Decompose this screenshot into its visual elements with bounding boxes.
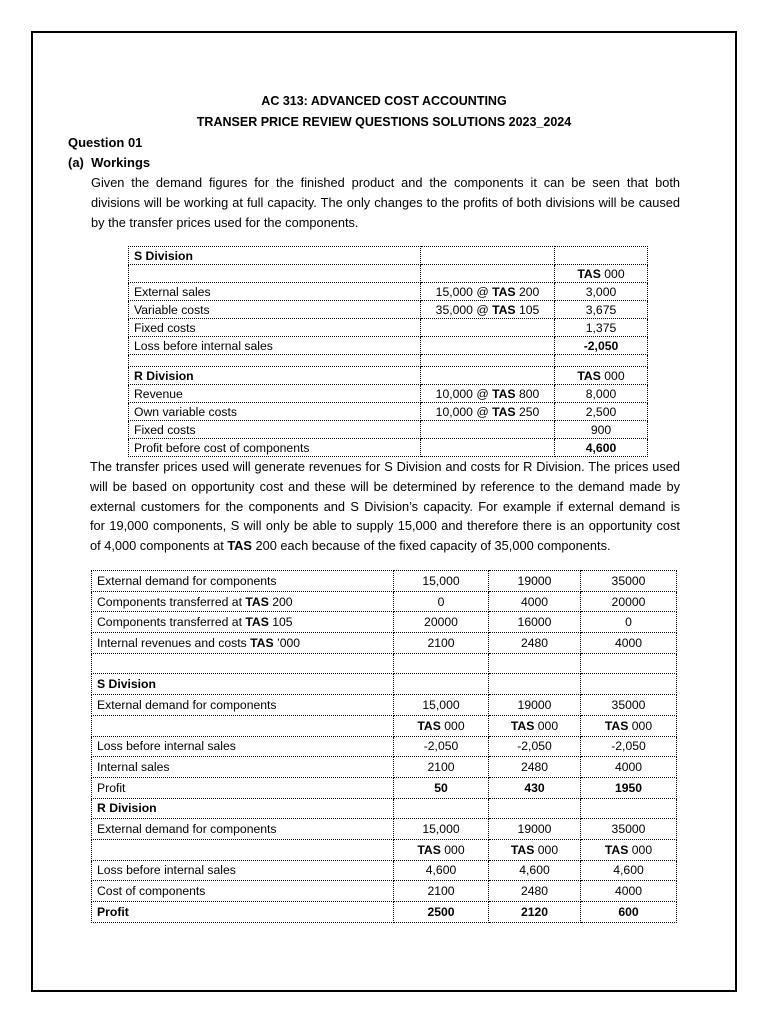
unit-header: TAS 000 — [394, 839, 489, 860]
row-label: Fixed costs — [129, 421, 421, 439]
section-heading: S Division — [92, 674, 394, 695]
paragraph-line: external customers for the components and S Division’s capacity. For example if external demand is — [90, 498, 680, 514]
row-label: Components transferred at TAS 200 — [92, 591, 394, 612]
row-label: Profit — [92, 777, 394, 798]
row-label: Loss before internal sales — [129, 337, 421, 355]
row-label: External demand for components — [92, 695, 394, 716]
unit-header: TAS 000 — [581, 715, 677, 736]
spacer-row — [92, 653, 677, 674]
row-value: 2500 — [394, 902, 489, 923]
row-value: 2100 — [394, 633, 489, 654]
row-label: Cost of components — [92, 881, 394, 902]
table-row — [129, 337, 648, 355]
row-value: 20000 — [581, 591, 677, 612]
row-value: 15,000 — [394, 571, 489, 592]
row-value: 0 — [581, 612, 677, 633]
table-row — [92, 633, 677, 654]
row-value: 2480 — [489, 633, 581, 654]
unit-header: TAS 000 — [489, 715, 581, 736]
row-label: Loss before internal sales — [92, 860, 394, 881]
row-value: 15,000 — [394, 819, 489, 840]
paragraph-line: The transfer prices used will generate revenues for S Division and costs for R Division. The prices used — [90, 459, 680, 474]
part-title: Workings — [91, 155, 151, 170]
row-label: Own variable costs — [129, 403, 421, 421]
row-value: 8,000 — [555, 385, 648, 403]
table-row — [129, 385, 648, 403]
row-value: 600 — [581, 902, 677, 923]
table-row — [92, 695, 677, 716]
row-label: Fixed costs — [129, 319, 421, 337]
row-value: 4,600 — [581, 860, 677, 881]
row-label: External sales — [129, 283, 421, 301]
row-value: -2,050 — [555, 337, 648, 355]
paragraph-line: will be based on opportunity cost and these will be determined by reference to the demand made by — [90, 478, 680, 494]
row-value: 4000 — [581, 881, 677, 902]
row-value: 4000 — [581, 633, 677, 654]
unit-header: TAS 000 — [489, 839, 581, 860]
division-profit-table — [128, 246, 648, 457]
table-row — [92, 839, 677, 860]
row-value: 16000 — [489, 612, 581, 633]
row-value: 19000 — [489, 695, 581, 716]
row-label: Components transferred at TAS 105 — [92, 612, 394, 633]
table-row — [129, 247, 648, 265]
row-value: 2120 — [489, 902, 581, 923]
row-value: 430 — [489, 777, 581, 798]
part-heading — [68, 155, 150, 170]
section-heading: R Division — [129, 367, 421, 385]
table-row — [129, 439, 648, 457]
unit-header: TAS 000 — [555, 367, 648, 385]
row-value: 4,600 — [555, 439, 648, 457]
row-label: Profit — [92, 902, 394, 923]
row-value: 3,675 — [555, 301, 648, 319]
explanation-paragraph — [90, 457, 680, 556]
paragraph-line: of 4,000 components at TAS 200 each because of the fixed capacity of 35,000 components. — [90, 538, 611, 554]
row-value: 4,600 — [394, 860, 489, 881]
part-label: (a) — [68, 155, 84, 170]
table-row — [92, 591, 677, 612]
table-row — [92, 777, 677, 798]
row-value: 2100 — [394, 757, 489, 778]
transfer-comparison-table — [91, 570, 677, 923]
table-row — [92, 736, 677, 757]
row-value: 35000 — [581, 571, 677, 592]
row-value: 2100 — [394, 881, 489, 902]
row-value: 900 — [555, 421, 648, 439]
intro-paragraph — [91, 173, 680, 232]
paragraph-line: for 19,000 components, S will only be able to supply 15,000 and therefore there is an opportunity cost — [90, 518, 680, 534]
row-label: Profit before cost of components — [129, 439, 421, 457]
course-title: AC 313: ADVANCED COST ACCOUNTING — [261, 94, 507, 108]
row-basis: 10,000 @ TAS 800 — [421, 385, 555, 403]
row-basis: 15,000 @ TAS 200 — [421, 283, 555, 301]
table-row — [92, 860, 677, 881]
row-value: -2,050 — [394, 736, 489, 757]
row-value: 50 — [394, 777, 489, 798]
table-row — [129, 265, 648, 283]
row-label: Internal revenues and costs TAS ’000 — [92, 633, 394, 654]
table-row — [92, 674, 677, 695]
document-subtitle: TRANSER PRICE REVIEW QUESTIONS SOLUTIONS 2023_2024 — [196, 115, 572, 129]
table-row — [92, 798, 677, 819]
row-basis: 35,000 @ TAS 105 — [421, 301, 555, 319]
row-label: Revenue — [129, 385, 421, 403]
paragraph-line: by the transfer prices used for the components. — [91, 214, 359, 230]
row-label: External demand for components — [92, 571, 394, 592]
question-heading: Question 01 — [68, 135, 143, 150]
table-row — [92, 881, 677, 902]
row-value: 15,000 — [394, 695, 489, 716]
table-row — [129, 403, 648, 421]
row-value: 2480 — [489, 757, 581, 778]
row-value: 2,500 — [555, 403, 648, 421]
row-label: Internal sales — [92, 757, 394, 778]
row-value: 0 — [394, 591, 489, 612]
row-value: -2,050 — [581, 736, 677, 757]
row-value: 4,600 — [489, 860, 581, 881]
row-value: -2,050 — [489, 736, 581, 757]
row-value: 20000 — [394, 612, 489, 633]
table-row — [92, 902, 677, 923]
spacer-row — [129, 355, 648, 367]
unit-header: TAS 000 — [581, 839, 677, 860]
table-row — [129, 283, 648, 301]
row-label: Loss before internal sales — [92, 736, 394, 757]
row-value: 19000 — [489, 819, 581, 840]
row-value: 4000 — [581, 757, 677, 778]
row-value: 35000 — [581, 819, 677, 840]
table-row — [92, 757, 677, 778]
row-value: 19000 — [489, 571, 581, 592]
row-value: 4000 — [489, 591, 581, 612]
table-row — [92, 715, 677, 736]
row-value: 2480 — [489, 881, 581, 902]
row-label: Variable costs — [129, 301, 421, 319]
table-row — [129, 301, 648, 319]
table-row — [129, 421, 648, 439]
paragraph-line: divisions will be working at full capacity. The only changes to the profits of both divisions will be caused — [91, 194, 680, 210]
table-row — [92, 819, 677, 840]
row-value: 3,000 — [555, 283, 648, 301]
section-heading: S Division — [129, 247, 421, 265]
table-row — [92, 612, 677, 633]
section-heading: R Division — [92, 798, 394, 819]
unit-header: TAS 000 — [394, 715, 489, 736]
table-row — [129, 319, 648, 337]
row-value: 1950 — [581, 777, 677, 798]
row-value: 1,375 — [555, 319, 648, 337]
row-label: External demand for components — [92, 819, 394, 840]
paragraph-line: Given the demand figures for the finished product and the components it can be seen that both — [91, 175, 680, 190]
row-basis: 10,000 @ TAS 250 — [421, 403, 555, 421]
unit-header: TAS 000 — [555, 265, 648, 283]
row-value: 35000 — [581, 695, 677, 716]
table-row — [92, 571, 677, 592]
table-row — [129, 367, 648, 385]
